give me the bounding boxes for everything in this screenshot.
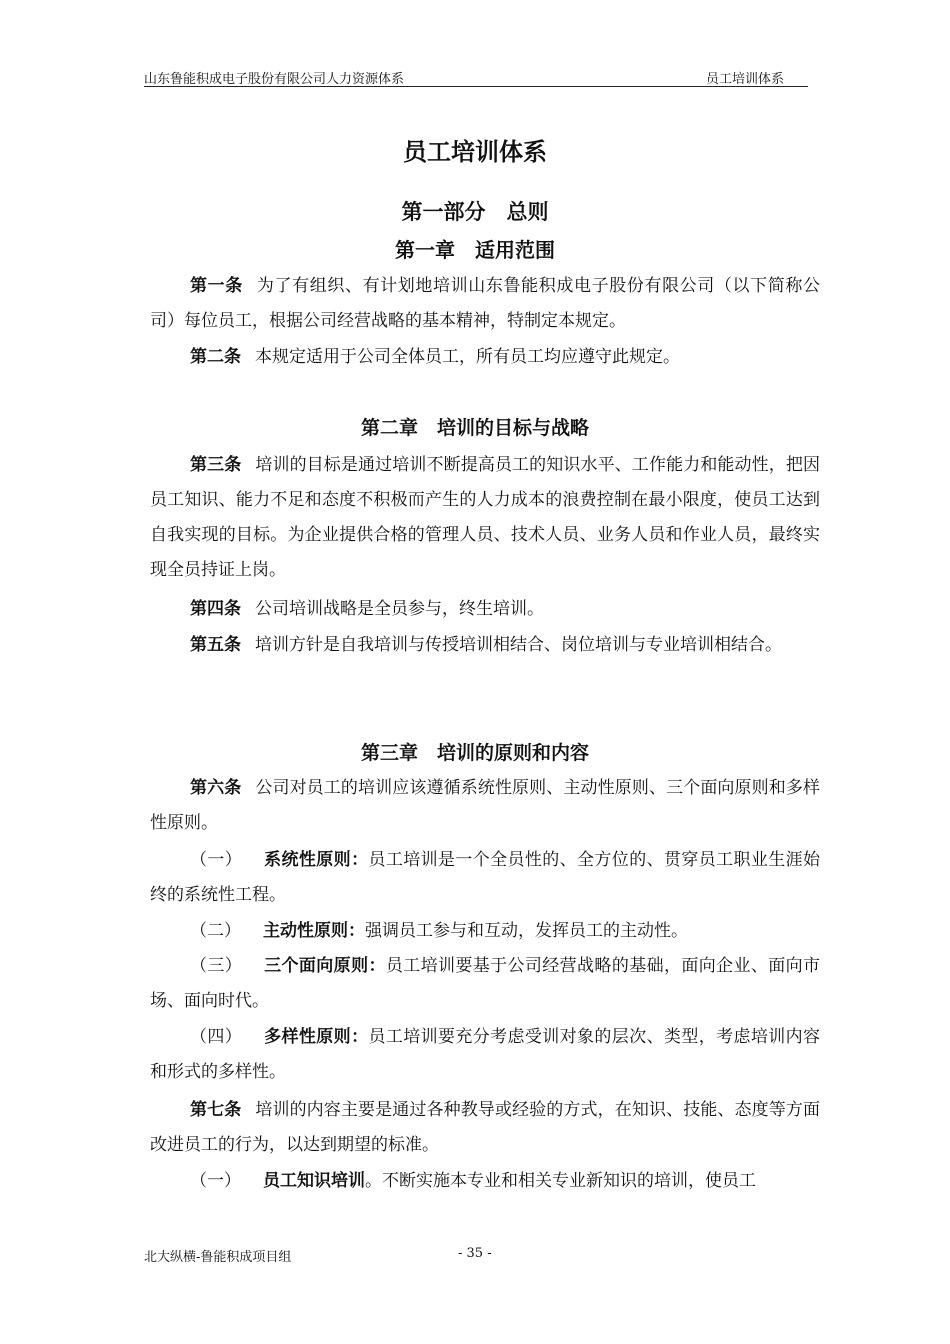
header-left: 山东鲁能积成电子股份有限公司人力资源体系 (144, 72, 405, 87)
article-4-lead: 第四条 (190, 599, 241, 619)
article-7-text: 培训的内容主要是通过各种教导或经验的方式，在知识、技能、态度等方面改进员工的行为，以达到期望的标准。 (150, 1100, 820, 1155)
article-3 (150, 448, 820, 588)
content-number: （一） (190, 1171, 241, 1191)
header-right: 员工培训体系 (705, 72, 784, 87)
principle-term: 多样性原则： (264, 1027, 369, 1047)
article-1-text: 为了有组织、有计划地培训山东鲁能积成电子股份有限公司（以下简称公司）每位员工，根据公司经营战略的基本精神，特制定本规定。 (150, 276, 821, 331)
principle-item (150, 1020, 820, 1090)
principle-term: 三个面向原则： (264, 956, 386, 976)
article-5 (150, 628, 820, 663)
content-term: 员工知识培训 (263, 1171, 365, 1191)
article-5-lead: 第五条 (190, 635, 241, 655)
principle-term: 系统性原则： (264, 850, 369, 870)
article-6 (150, 771, 820, 841)
content-item (150, 1164, 820, 1199)
article-1 (150, 269, 820, 339)
content-text: 。不断实施本专业和相关专业新知识的培训，使员工 (365, 1171, 756, 1191)
article-3-lead: 第三条 (190, 455, 242, 475)
principle-number: （四） (190, 1027, 243, 1047)
principle-text: 员工培训是一个全员性的、全方位的、贯穿员工职业生涯始终的系统性工程。 (150, 850, 821, 905)
article-4-text: 公司培训战略是全员参与，终生培训。 (255, 599, 544, 619)
principle-item (150, 914, 820, 949)
principle-item (150, 949, 820, 1019)
article-7 (150, 1093, 820, 1163)
footer-left: 北大纵横-鲁能积成项目组 (144, 1250, 292, 1265)
principle-number: （三） (190, 956, 243, 976)
principle-item (150, 843, 820, 913)
article-2-lead: 第二条 (190, 347, 241, 367)
chapter-2-title: 第二章 培训的目标与战略 (360, 417, 589, 439)
article-3-text: 培训的目标是通过培训不断提高员工的知识水平、工作能力和能动性，把因员工知识、能力不足和态度不积极而产生的人力成本的浪费控制在最小限度，使员工达到自我实现的目标。为企业提供合格的管理人员、技术人员、业务人员和作业人员，最终实现全员持证上岗。 (150, 455, 820, 580)
principle-term: 主动性原则： (263, 921, 365, 941)
article-6-text: 公司对员工的培训应该遵循系统性原则、主动性原则、三个面向原则和多样性原则。 (150, 778, 820, 833)
article-1-lead: 第一条 (190, 276, 243, 296)
chapter-1-title: 第一章 适用范围 (395, 238, 555, 262)
principle-text: 强调员工参与和互动，发挥员工的主动性。 (365, 921, 688, 941)
article-2-text: 本规定适用于公司全体员工，所有员工均应遵守此规定。 (255, 347, 680, 367)
chapter-3-title: 第三章 培训的原则和内容 (360, 742, 589, 764)
article-4 (150, 592, 820, 627)
principle-text: 员工培训要充分考虑受训对象的层次、类型，考虑培训内容和形式的多样性。 (150, 1027, 821, 1082)
principle-number: （二） (190, 921, 241, 941)
article-2 (150, 340, 820, 375)
doc-title: 员工培训体系 (403, 137, 547, 166)
page-header (144, 68, 808, 87)
principle-number: （一） (190, 850, 243, 870)
article-7-lead: 第七条 (190, 1100, 242, 1120)
article-5-text: 培训方针是自我培训与传授培训相结合、岗位培训与专业培训相结合。 (255, 635, 782, 655)
principle-text: 员工培训要基于公司经营战略的基础，面向企业、面向市场、面向时代。 (150, 956, 821, 1011)
article-6-lead: 第六条 (190, 778, 242, 798)
page-number: - 35 - (458, 1246, 492, 1261)
part-title: 第一部分 总则 (401, 199, 549, 224)
